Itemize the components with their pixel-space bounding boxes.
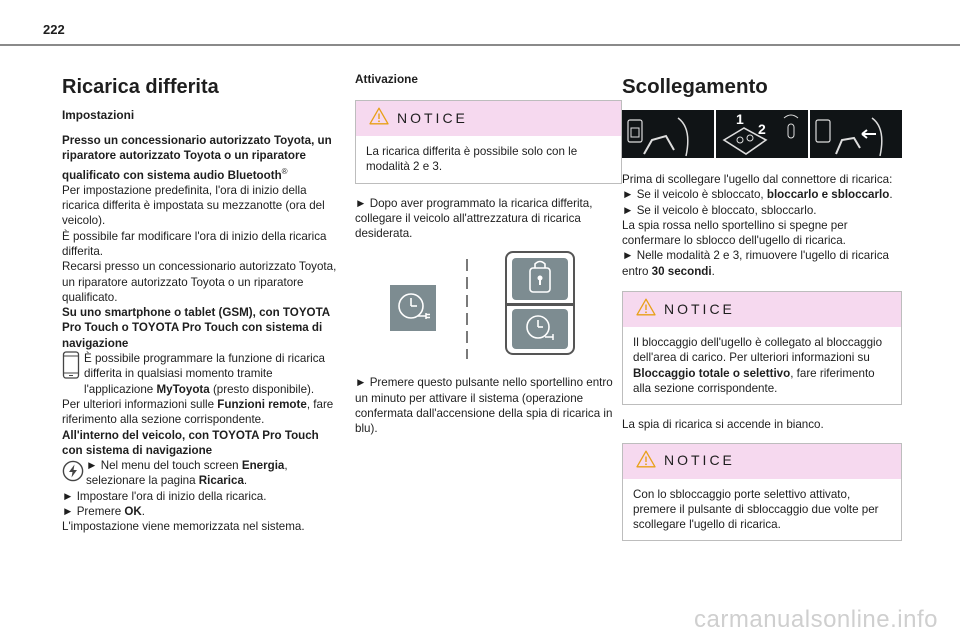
photo-remove-nozzle — [810, 110, 902, 158]
charging-flap-illustration — [355, 251, 622, 367]
warning-triangle-icon — [636, 298, 656, 320]
notice-text: Il bloccaggio dell'ugello è collegato al bloccaggio dell'area di carico. Per ulteriori informazioni su Bloccaggio totale o selettivo, fare riferimento alla sezione corrispondente. — [633, 336, 883, 395]
svg-text:2: 2 — [758, 121, 766, 137]
visit-dealer-text: Recarsi presso un concessionario autorizzato Toyota, un riparatore autorizzato Toyota o un riparatore qualificato. — [62, 260, 337, 304]
remote-functions-text: Per ulteriori informazioni sulle Funzioni remote, fare riferimento alla sezione corrispondente. — [62, 397, 334, 427]
notice-header — [623, 444, 901, 479]
notice-header — [623, 292, 901, 327]
unplug-title: Scollegamento — [622, 75, 768, 98]
before-unplug-text: Prima di scollegare l'ugello dal connettore di ricarica: — [622, 173, 893, 186]
notice-label: NOTICE — [397, 109, 468, 126]
notice-text: La ricarica differita è possibile solo con le modalità 2 e 3. — [366, 145, 578, 174]
notice-box-locking — [622, 291, 902, 405]
photo-key-fob — [716, 110, 808, 158]
smartphone-icon — [62, 351, 80, 383]
lock-unlock-step: ► Se il veicolo è sbloccato, bloccarlo e sbloccarlo. — [622, 188, 893, 202]
charging-flap-panel — [505, 251, 575, 355]
middle-column — [355, 72, 622, 437]
right-column — [622, 60, 902, 553]
unlock-step: ► Se il veicolo è bloccato, sbloccarlo. — [622, 203, 817, 217]
svg-text:1: 1 — [736, 111, 744, 127]
press-button-text: ► Premere questo pulsante nello sportellino entro un minuto per attivare il sistema (operazione confermata dall'accensione della spia di ricarica in blu). — [355, 376, 613, 436]
warning-triangle-icon — [369, 107, 389, 129]
photo-unlock-flap — [622, 110, 714, 158]
connect-vehicle-text: ► Dopo aver programmato la ricarica differita, collegare il veicolo all'attrezzatura di ricarica desiderata. — [355, 196, 593, 241]
notice-label: NOTICE — [664, 300, 735, 317]
notice-box — [355, 100, 622, 184]
top-rule — [0, 44, 960, 46]
white-light-text: La spia di ricarica si accende in bianco. — [622, 418, 824, 432]
section-title: Ricarica differita — [62, 76, 219, 98]
charging-plug-icon — [62, 460, 84, 486]
padlock-icon — [512, 258, 568, 300]
remove-nozzle-step: ► Nelle modalità 2 e 3, rimuovere l'ugello di ricarica entro 30 secondi. — [622, 249, 889, 278]
activation-heading: Attivazione — [355, 72, 418, 86]
red-light-text: La spia rossa nello sportellino si spegne per confermare lo sblocco dell'ugello di ricarica. — [622, 218, 848, 248]
notice-label: NOTICE — [664, 452, 735, 469]
watermark: carmanualsonline.info — [694, 606, 938, 633]
separator-dashes — [466, 259, 468, 359]
unplug-photo-strip — [622, 110, 902, 158]
notice-box-selective — [622, 443, 902, 542]
press-ok-step: ► Premere OK. — [62, 504, 145, 518]
default-time-text: Per impostazione predefinita, l'ora di inizio della ricarica differita è impostata su mezzanotte (ora del veicolo). — [62, 183, 325, 228]
app-paragraph: È possibile programmare la funzione di ricarica differita in qualsiasi momento tramite l'applicazione MyToyota (presto disponibile). — [62, 351, 340, 397]
subsection-title: Impostazioni — [62, 108, 135, 122]
left-column — [62, 60, 340, 535]
stored-text: L'impostazione viene memorizzata nel sistema. — [62, 520, 305, 534]
flap-clock-plug-icon — [512, 309, 568, 349]
vehicle-heading: All'interno del veicolo, con TOYOTA Pro Touch con sistema di navigazione — [62, 428, 319, 457]
set-time-step: ► Impostare l'ora di inizio della ricarica. — [62, 489, 267, 503]
notice-header — [356, 101, 621, 136]
dealer-heading: Presso un concessionario autorizzato Toyota, un riparatore autorizzato Toyota o un riparatore qualificato con sistema audio Bluetooth® — [62, 134, 332, 182]
warning-triangle-icon — [636, 450, 656, 472]
page-number: 222 — [43, 22, 65, 37]
touchscreen-step: ► Nel menu del touch screen Energia, selezionare la pagina Ricarica. — [62, 458, 340, 489]
smartphone-heading: Su uno smartphone o tablet (GSM), con TOYOTA Pro Touch o TOYOTA Pro Touch con sistema di navigazione — [62, 306, 330, 350]
notice-text: Con lo sbloccaggio porte selettivo attivato, premere il pulsante di sbloccaggio due volte per scollegare l'ugello di ricarica. — [633, 487, 879, 532]
clock-plug-icon — [390, 285, 436, 331]
change-time-text: È possibile far modificare l'ora di inizio della ricarica differita. — [62, 229, 327, 258]
